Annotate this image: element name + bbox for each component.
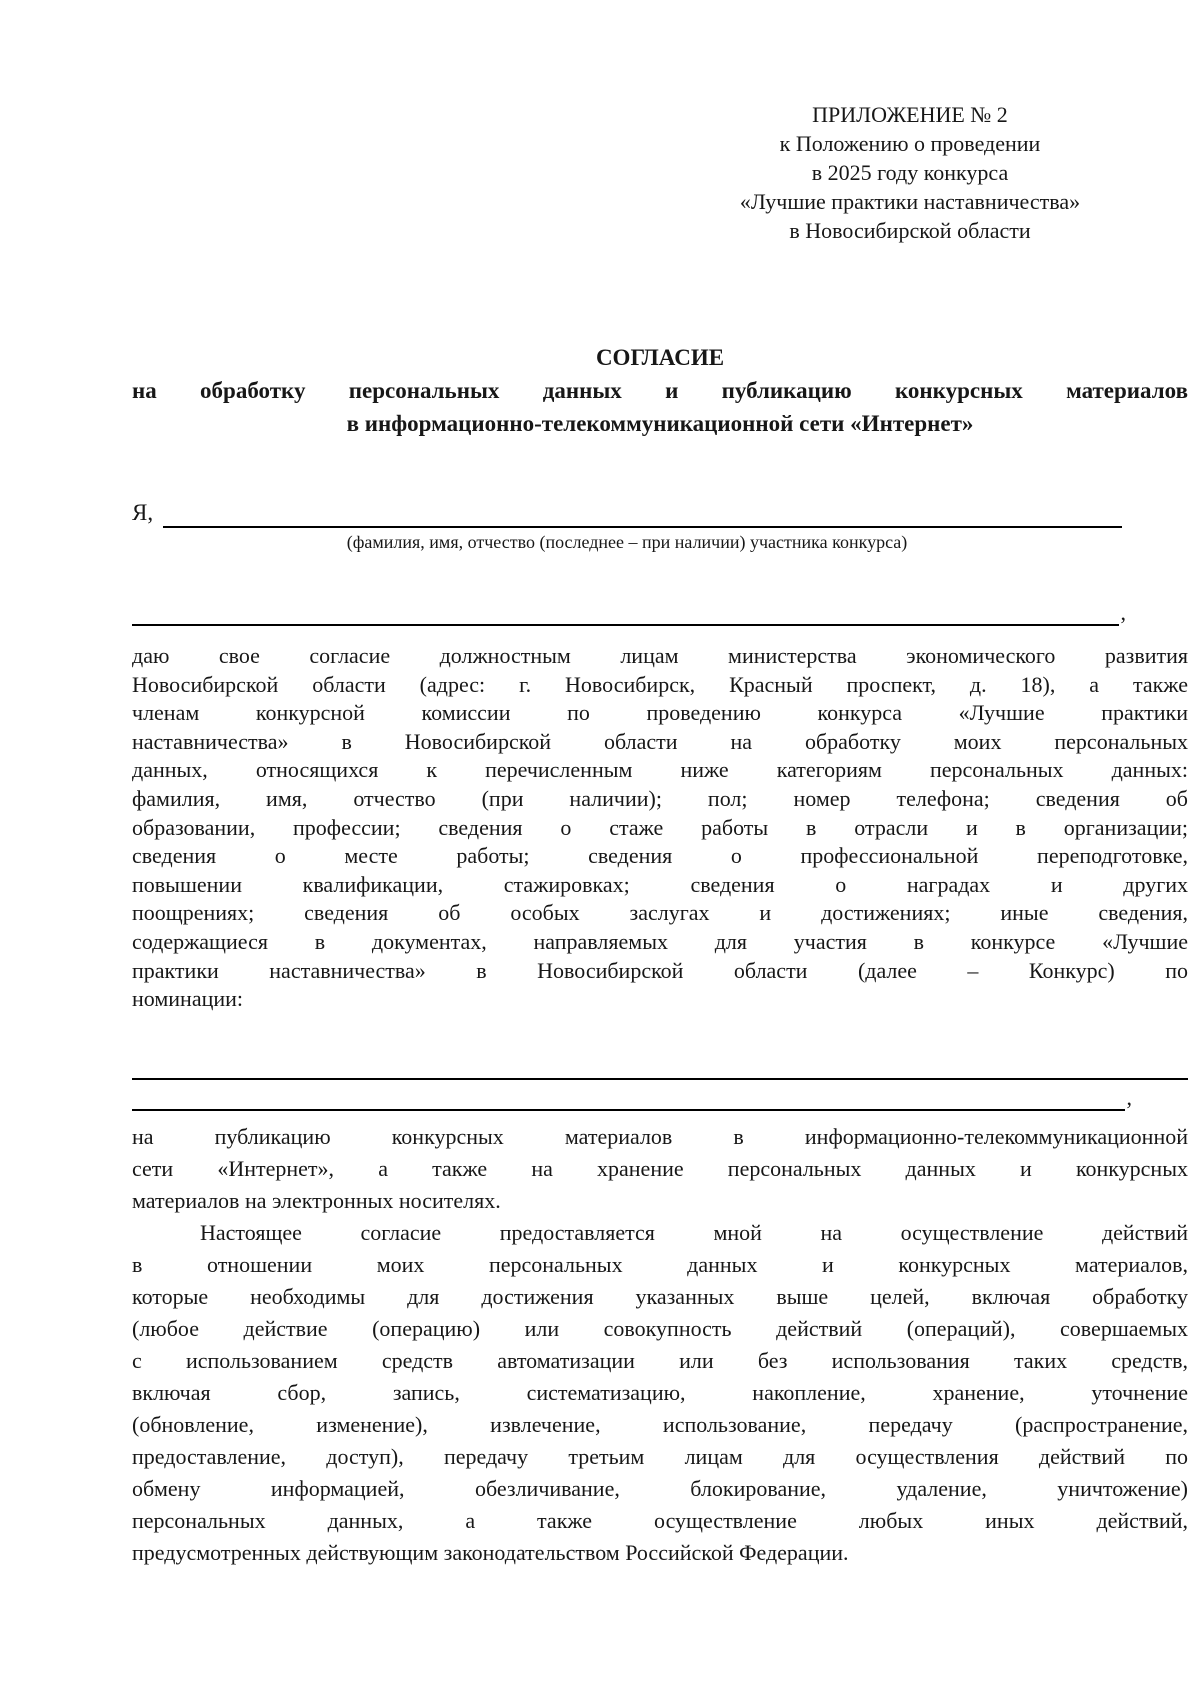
- issuer-fill-row: [132, 600, 1188, 626]
- text-line: предусмотренных действующим законодательством Российской Федерации.: [132, 1539, 849, 1565]
- text-line: включая сбор, запись, систематизацию, накопление, хранение, уточнение: [132, 1379, 1188, 1405]
- text-line: содержащиеся в документах, направляемых для участия в конкурсе «Лучшие: [132, 928, 1188, 954]
- appendix-line: к Положению о проведении: [779, 131, 1041, 156]
- issuer-fill-line[interactable]: [132, 598, 1119, 626]
- title-main: СОГЛАСИЕ: [595, 345, 725, 370]
- name-fill-row: [132, 498, 1188, 528]
- text-line: образовании, профессии; сведения о стаже работы в отрасли и в организации;: [132, 814, 1188, 840]
- title-subtitle-line-2: в информационно-телекоммуникационной сети «Интернет»: [346, 411, 974, 436]
- text-line: персональных данных, а также осуществление любых иных действий,: [132, 1507, 1188, 1533]
- text-line: (обновление, изменение), извлечение, использование, передачу (распространение,: [132, 1411, 1188, 1437]
- trailing-comma: ,: [1120, 600, 1126, 625]
- text-line: обмену информацией, обезличивание, блокирование, удаление, уничтожение): [132, 1475, 1188, 1501]
- name-fill-line[interactable]: [163, 496, 1122, 528]
- title-subtitle-line-1: на обработку персональных данных и публикацию конкурсных материалов: [132, 378, 1188, 403]
- trailing-comma: ,: [1126, 1084, 1132, 1110]
- publication-paragraph: [132, 1121, 1188, 1217]
- text-line: данных, относящихся к перечисленным ниже категориям персональных данных:: [132, 757, 1188, 783]
- name-caption: (фамилия, имя, отчество (последнее – при наличии) участника конкурса): [346, 532, 908, 552]
- text-line: сведения о месте работы; сведения о профессиональной переподготовке,: [132, 843, 1188, 869]
- text-line: материалов на электронных носителях.: [132, 1187, 501, 1213]
- consent-paragraph: [132, 642, 1188, 1014]
- name-prefix-label: Я,: [132, 500, 154, 525]
- document-title: [132, 341, 1188, 440]
- appendix-line: в 2025 году конкурса: [811, 160, 1009, 185]
- text-line: практики наставничества» в Новосибирской области (далее – Конкурс) по: [132, 957, 1188, 983]
- actions-paragraph: [132, 1217, 1188, 1569]
- text-line: поощрениях; сведения об особых заслугах и достижениях; иные сведения,: [132, 900, 1188, 926]
- text-line: даю свое согласие должностным лицам министерства экономического развития: [132, 643, 1188, 668]
- text-line: (любое действие (операцию) или совокупность действий (операций), совершаемых: [132, 1315, 1188, 1341]
- appendix-header: [680, 100, 1140, 245]
- appendix-line: «Лучшие практики наставничества»: [739, 189, 1081, 214]
- nomination-fill-row-1: [132, 1052, 1188, 1080]
- text-line: членам конкурсной комиссии по проведению конкурса «Лучшие практики: [132, 700, 1188, 726]
- nomination-fill-row-2: [132, 1080, 1188, 1111]
- text-line: повышении квалификации, стажировках; сведения о наградах и других: [132, 871, 1188, 897]
- text-line: фамилия, имя, отчество (при наличии); пол; номер телефона; сведения об: [132, 785, 1188, 811]
- text-line: сети «Интернет», а также на хранение персональных данных и конкурсных: [132, 1155, 1188, 1181]
- text-line: наставничества» в Новосибирской области на обработку моих персональных: [132, 728, 1188, 754]
- text-line: в отношении моих персональных данных и конкурсных материалов,: [132, 1251, 1188, 1277]
- text-line: с использованием средств автоматизации или без использования таких средств,: [132, 1347, 1188, 1373]
- nomination-fill-line-2[interactable]: [132, 1078, 1125, 1111]
- text-line: предоставление, доступ), передачу третьим лицам для осуществления действий по: [132, 1443, 1188, 1469]
- appendix-line: ПРИЛОЖЕНИЕ № 2: [812, 102, 1008, 127]
- text-line: номинации:: [132, 986, 244, 1012]
- nomination-fill-line-1[interactable]: [132, 1050, 1188, 1080]
- text-line: которые необходимы для достижения указанных выше целей, включая обработку: [132, 1283, 1188, 1309]
- text-line: Новосибирской области (адрес: г. Новосибирск, Красный проспект, д. 18), а также: [132, 671, 1188, 697]
- text-line: Настоящее согласие предоставляется мной на осуществление действий: [200, 1219, 1188, 1245]
- text-line: на публикацию конкурсных материалов в информационно-телекоммуникационной: [132, 1123, 1188, 1149]
- appendix-line: в Новосибирской области: [789, 218, 1031, 243]
